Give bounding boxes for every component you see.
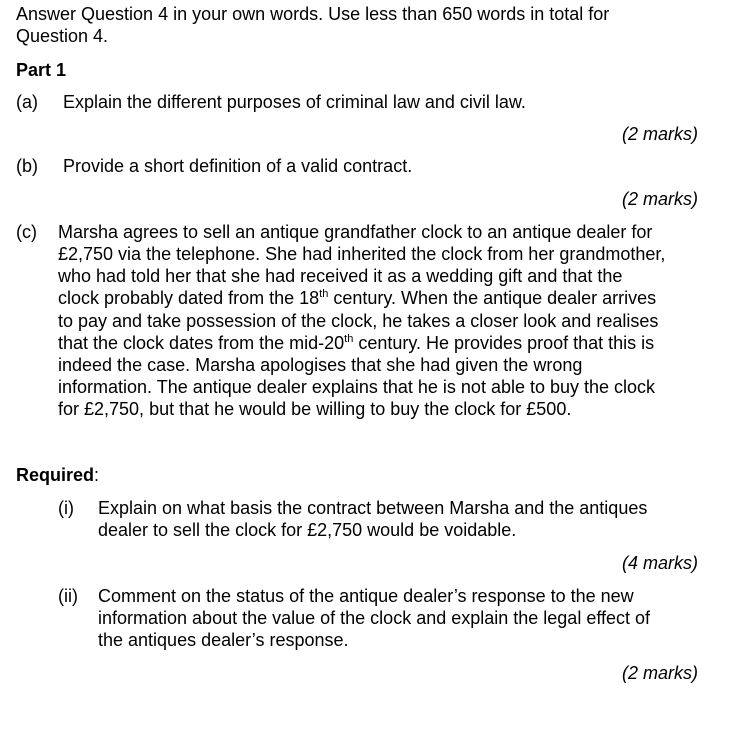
sub-item-ii-line-1: Comment on the status of the antique dealer’s response to the new xyxy=(98,586,634,606)
required-label: Required xyxy=(16,465,95,485)
item-a-text: Explain the different purposes of criminal law and civil law. xyxy=(63,92,526,112)
required-heading xyxy=(16,464,99,486)
item-b-text: Provide a short definition of a valid contract. xyxy=(63,156,413,176)
item-c-line-6-start: that the clock dates from the mid-20 xyxy=(58,333,345,353)
sub-item-ii-label: (ii) xyxy=(58,586,78,606)
intro-line-1: Answer Question 4 in your own words. Use less than 650 words in total for xyxy=(16,4,610,24)
item-c-line: information. The antique dealer explains that he is not able to buy the clock xyxy=(58,377,656,397)
item-c-line: for £2,750, but that he would be willing to buy the clock for £500. xyxy=(58,399,572,419)
sub-item-i-line-2: dealer to sell the clock for £2,750 would be voidable. xyxy=(98,520,517,540)
item-b-label: (b) xyxy=(16,156,38,176)
sub-item-ii-marks: (2 marks) xyxy=(622,663,698,683)
item-c-line xyxy=(58,287,656,309)
item-c-line xyxy=(58,332,654,354)
item-a-label: (a) xyxy=(16,92,38,112)
sub-item-i-line-1: Explain on what basis the contract between Marsha and the antiques xyxy=(98,498,648,518)
item-c-line-6-end: century. He provides proof that this is xyxy=(353,333,655,353)
part-title: Part 1 xyxy=(16,60,67,80)
item-c-line-4-start: clock probably dated from the 18 xyxy=(58,288,320,308)
sub-item-ii-line-3: the antiques dealer’s response. xyxy=(98,630,349,650)
sub-item-ii-line-2: information about the value of the clock and explain the legal effect of xyxy=(98,608,651,628)
item-c-line: to pay and take possession of the clock, he takes a closer look and realises xyxy=(58,311,659,331)
intro-line-2: Question 4. xyxy=(16,26,109,46)
superscript-th: th xyxy=(319,288,329,300)
item-c-line-4-end: century. When the antique dealer arrives xyxy=(328,288,657,308)
item-c-label: (c) xyxy=(16,222,37,242)
required-colon: : xyxy=(94,465,100,485)
sub-item-i-marks: (4 marks) xyxy=(622,553,698,573)
item-c-line: £2,750 via the telephone. She had inherited the clock from her grandmother, xyxy=(58,244,666,264)
item-c-line: who had told her that she had received it as a wedding gift and that the xyxy=(58,266,623,286)
item-a-marks: (2 marks) xyxy=(622,124,698,144)
item-c-line: Marsha agrees to sell an antique grandfather clock to an antique dealer for xyxy=(58,222,653,242)
superscript-th: th xyxy=(344,333,354,345)
sub-item-i-label: (i) xyxy=(58,498,74,518)
item-b-marks: (2 marks) xyxy=(622,189,698,209)
item-c-line: indeed the case. Marsha apologises that she had given the wrong xyxy=(58,355,583,375)
